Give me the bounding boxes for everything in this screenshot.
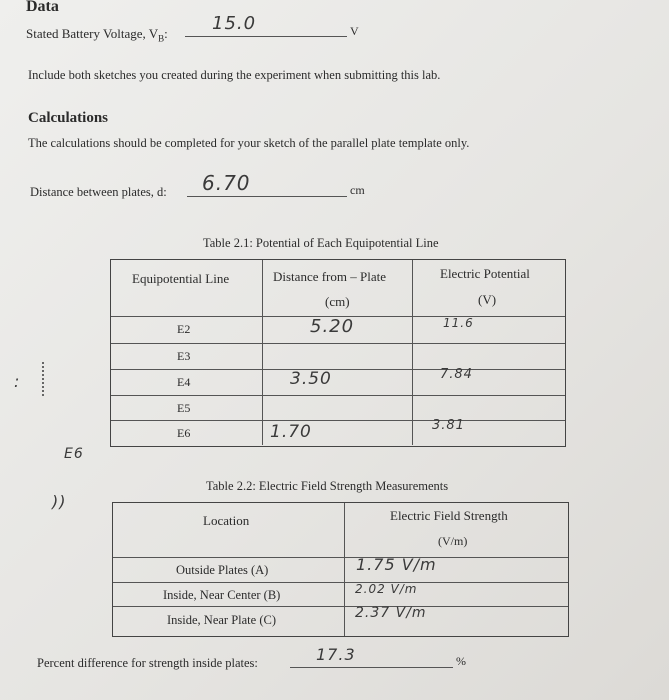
- field-table-rule: [113, 606, 568, 607]
- row-label-e2: E2: [177, 322, 191, 336]
- row-label-e3: E3: [177, 349, 191, 363]
- row-label-e4: E4: [177, 375, 191, 389]
- percent-unit: %: [456, 654, 466, 668]
- margin-dots: :: [14, 372, 21, 391]
- battery-voltage-unit: V: [350, 24, 359, 38]
- potential-table-rule: [111, 395, 565, 396]
- battery-voltage-label: Stated Battery Voltage, $V_B$:: [26, 26, 168, 44]
- potential-table-rule: [111, 369, 565, 370]
- battery-voltage-underline: [185, 36, 347, 37]
- row-label-e5: E5: [177, 401, 191, 415]
- field-value-a[interactable]: 1.75 V/m: [356, 555, 437, 574]
- distance-label: Distance between plates, d:: [30, 185, 167, 199]
- distance-underline: [187, 196, 347, 197]
- calculations-note: The calculations should be completed for your sketch of the parallel plate template only.: [28, 136, 470, 150]
- e2-potential-value[interactable]: 11.6: [443, 316, 474, 330]
- field-table-divider: [344, 503, 345, 636]
- margin-dotted-line: [42, 362, 44, 396]
- row-label-e6: E6: [177, 426, 191, 440]
- margin-e6: E6: [64, 446, 84, 462]
- e6-potential-value[interactable]: 3.81: [432, 418, 465, 433]
- field-value-b[interactable]: 2.02 V/m: [355, 582, 418, 596]
- field-table-rule: [113, 582, 568, 583]
- location-outside-plates: Outside Plates (A): [176, 563, 269, 577]
- calculations-heading: Calculations: [28, 110, 109, 126]
- percent-value[interactable]: 17.3: [316, 645, 356, 664]
- e4-potential-value[interactable]: 7.84: [440, 367, 473, 382]
- potential-table-divider: [412, 260, 413, 445]
- header-field-unit: (V/m): [438, 534, 468, 548]
- margin-parens: )): [52, 492, 67, 511]
- potential-table-divider: [262, 260, 263, 445]
- header-potential: Electric Potential: [440, 266, 530, 281]
- e2-distance-value[interactable]: 5.20: [310, 316, 355, 337]
- header-equipotential-line: Equipotential Line: [132, 271, 230, 286]
- battery-voltage-value[interactable]: 15.0: [212, 13, 257, 34]
- e4-distance-value[interactable]: 3.50: [290, 369, 332, 389]
- distance-unit: cm: [350, 183, 365, 197]
- header-distance: Distance from – Plate: [273, 269, 386, 284]
- sketch-note: Include both sketches you created during the experiment when submitting this lab.: [28, 68, 441, 82]
- data-heading: Data: [26, 0, 59, 15]
- e6-distance-value[interactable]: 1.70: [270, 422, 312, 442]
- field-table-rule: [113, 557, 568, 558]
- header-field-strength: Electric Field Strength: [390, 508, 508, 523]
- potential-table-rule: [111, 343, 565, 344]
- header-distance-unit: (cm): [325, 294, 350, 309]
- field-value-c[interactable]: 2.37 V/m: [355, 605, 427, 621]
- table2-caption: Table 2.2: Electric Field Strength Measurements: [206, 479, 449, 493]
- potential-table-rule: [111, 420, 565, 421]
- header-location: Location: [203, 513, 250, 528]
- distance-value[interactable]: 6.70: [202, 171, 251, 195]
- table1-caption: Table 2.1: Potential of Each Equipotential Line: [203, 236, 439, 250]
- header-potential-unit: (V): [478, 292, 497, 307]
- location-inside-center: Inside, Near Center (B): [163, 588, 281, 602]
- percent-label: Percent difference for strength inside plates:: [37, 656, 258, 670]
- percent-underline: [290, 667, 453, 668]
- location-inside-plate: Inside, Near Plate (C): [167, 613, 276, 627]
